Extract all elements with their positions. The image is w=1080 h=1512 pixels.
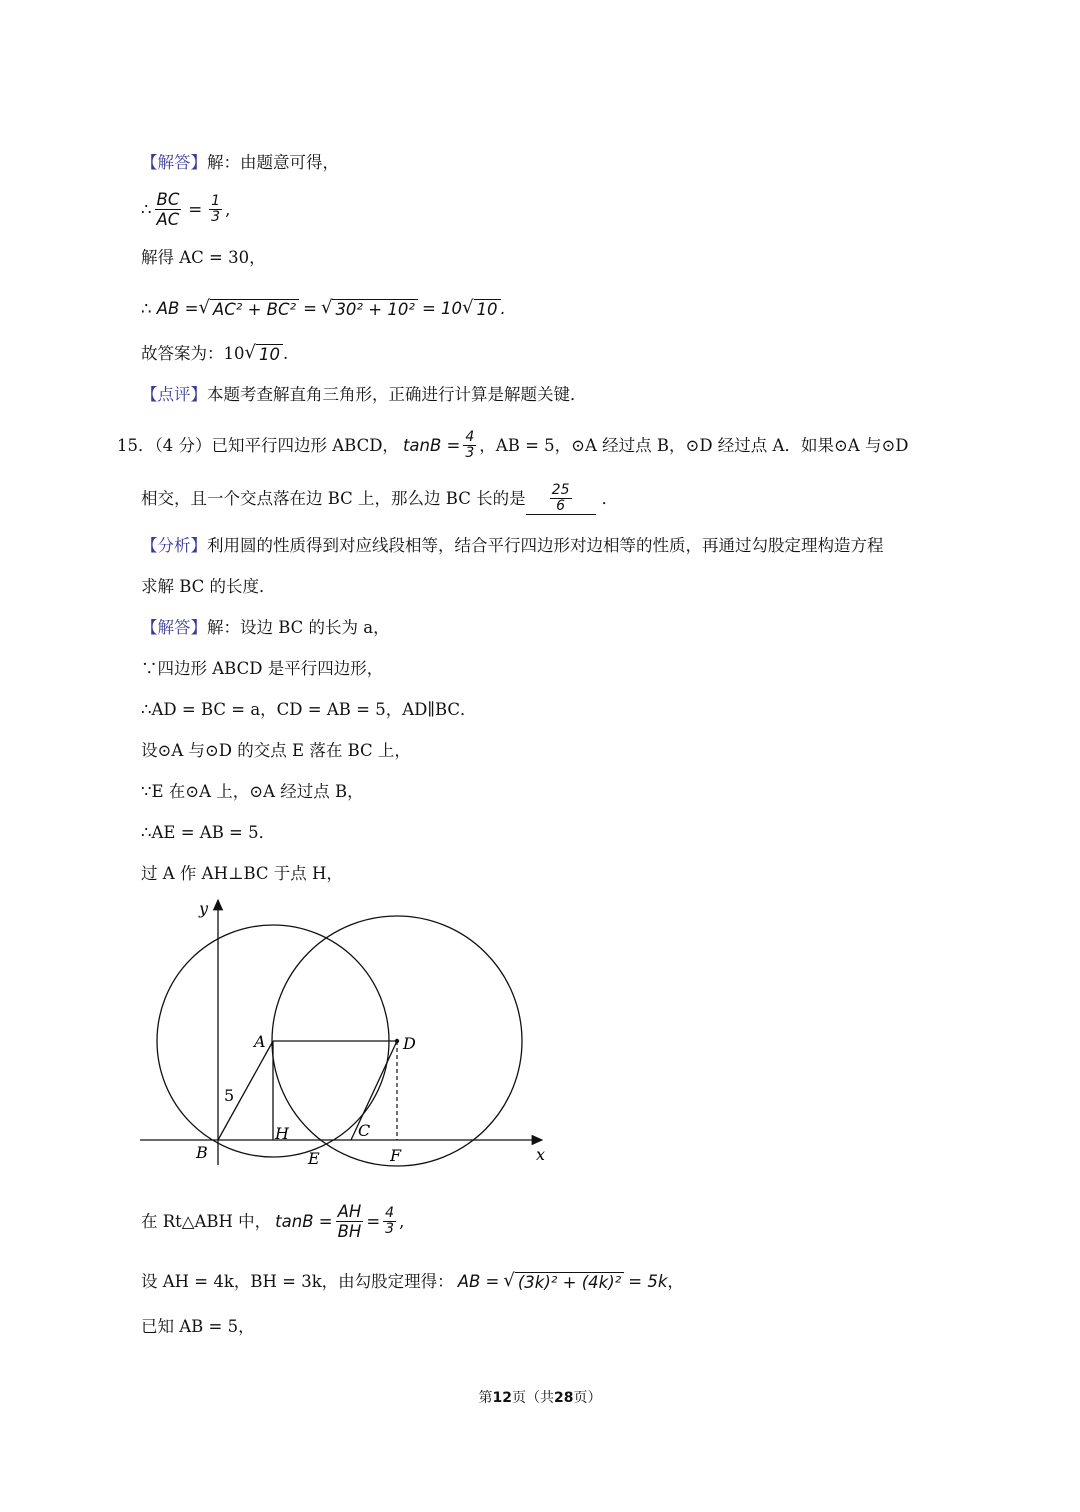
fraction-bc-ac: $\frac{BC}{AC}$ bbox=[156, 190, 180, 229]
answer15-line: 【解答】解：设边 BC 的长为 a， bbox=[141, 618, 390, 637]
comment-line: 【点评】本题考查解直角三角形，正确进行计算是解题关键． bbox=[141, 385, 587, 404]
fraction-ah-bh: $\frac{AH}{BH}$ bbox=[337, 1202, 362, 1241]
question-15-line1: 15．（4 分）已知平行四边形 ABCD， tanB = $\frac{4}{3}$ ，AB = 5，⊙A 经过点 B，⊙D 经过点 A．如果⊙A 与⊙D bbox=[117, 429, 909, 461]
final-answer-line: 故答案为：10 √ 10 . bbox=[141, 342, 289, 364]
fraction-25-6: $\frac{25}{6}$ bbox=[551, 482, 570, 514]
solution-step-6: 过 A 作 AH⊥BC 于点 H， bbox=[141, 864, 343, 883]
solution-step-1: ∵四边形 ABCD 是平行四边形， bbox=[141, 659, 384, 678]
point-d bbox=[395, 1039, 399, 1043]
pythagoras-line: 设 AH = 4k，BH = 3k，由勾股定理得： AB = √ (3k)² + (4k)² = 5k ， bbox=[141, 1270, 684, 1292]
answer15-tag: 【解答】 bbox=[141, 618, 207, 637]
fraction-four-thirds-2: $\frac{4}{3}$ bbox=[385, 1205, 395, 1237]
ab-equation: ∴ AB = √ AC² + BC² = √ 30² + 10² = 10 √ 10 . bbox=[141, 297, 506, 319]
label-y: y bbox=[199, 899, 209, 918]
solution-step-4: ∵E 在⊙A 上，⊙A 经过点 B， bbox=[141, 782, 364, 801]
fraction-four-thirds: $\frac{4}{3}$ bbox=[465, 429, 475, 461]
label-d: D bbox=[403, 1034, 416, 1053]
solution-step-5: ∴AE = AB = 5． bbox=[141, 823, 276, 842]
sqrt-ac-bc: √ AC² + BC² bbox=[198, 297, 299, 320]
label-five: 5 bbox=[224, 1086, 235, 1105]
label-b: B bbox=[196, 1143, 208, 1162]
answer-blank bbox=[526, 483, 596, 515]
therefore-symbol: ∴ bbox=[141, 199, 152, 219]
question-15-line2: 相交，且一个交点落在边 BC 上，那么边 BC 长的是 $\frac{25}{6}$ ． bbox=[141, 482, 619, 514]
sqrt-10: √ 10 bbox=[462, 297, 500, 320]
label-f: F bbox=[390, 1146, 402, 1165]
answer-line bbox=[141, 152, 339, 174]
solution-step-2: ∴AD = BC = a，CD = AB = 5，AD∥BC． bbox=[141, 700, 477, 719]
label-a: A bbox=[254, 1032, 266, 1051]
label-e: E bbox=[308, 1149, 320, 1168]
page-number: 12 bbox=[492, 1390, 512, 1406]
answer-tag: 【解答】 bbox=[141, 153, 207, 172]
analysis-line2: 求解 BC 的长度． bbox=[141, 577, 276, 596]
rt-triangle-line: 在 Rt△ABH 中， tanB = $\frac{AH}{BH}$ = $\frac{4}{3}$ , bbox=[141, 1202, 405, 1241]
answer-text: 解：由题意可得， bbox=[207, 153, 339, 172]
label-h: H bbox=[275, 1124, 289, 1143]
page-total: 28 bbox=[554, 1390, 574, 1406]
sqrt-30-10: √ 30² + 10² bbox=[321, 297, 418, 320]
label-c: C bbox=[358, 1121, 371, 1140]
analysis-tag: 【分析】 bbox=[141, 536, 207, 555]
page-footer: 第12页（共28页） bbox=[478, 1390, 602, 1406]
solve-line: 解得 AC = 30， bbox=[141, 248, 266, 267]
label-x: x bbox=[536, 1145, 546, 1164]
known-line: 已知 AB = 5， bbox=[141, 1317, 255, 1336]
comment-tag: 【点评】 bbox=[141, 385, 207, 404]
geometry-figure bbox=[130, 890, 560, 1180]
sqrt-3k-4k: √ (3k)² + (4k)² bbox=[503, 1270, 624, 1293]
solution-step-3: 设⊙A 与⊙D 的交点 E 落在 BC 上， bbox=[141, 741, 411, 760]
ratio-equation: ∴ $\frac{BC}{AC}$ = $\frac{1}{3}$ , bbox=[141, 190, 231, 229]
analysis-line: 【分析】利用圆的性质得到对应线段相等，结合平行四边形对边相等的性质，再通过勾股定理构造方程 bbox=[141, 536, 884, 555]
sqrt-10-final: √ 10 bbox=[245, 342, 283, 365]
fraction-one-third: $\frac{1}{3}$ bbox=[211, 193, 221, 225]
